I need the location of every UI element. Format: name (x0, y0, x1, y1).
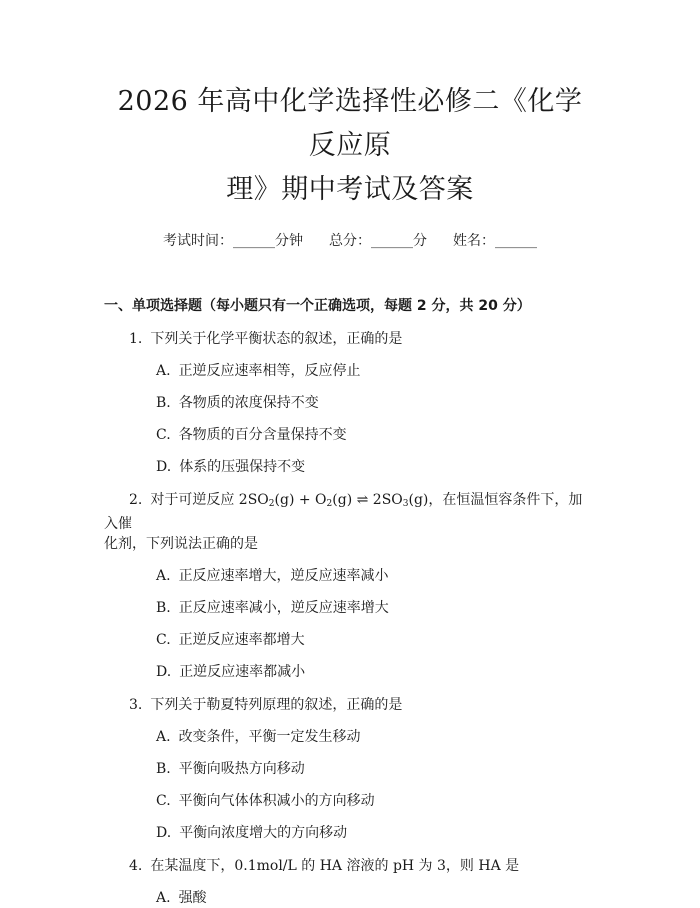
option-b (104, 393, 596, 413)
question-text-part: (g)，在恒温恒容条件下，加入催 (104, 492, 583, 532)
option-list (104, 566, 596, 682)
student-name-field: 姓名：______ (453, 233, 537, 249)
exam-title (104, 0, 596, 212)
option-list (104, 361, 596, 477)
option-b (104, 759, 596, 779)
option-text: 平衡向气体体积减小的方向移动 (178, 793, 375, 809)
subscript: 3 (402, 499, 409, 509)
option-d (104, 662, 596, 682)
option-letter: D. (156, 825, 172, 841)
option-letter: B. (156, 395, 171, 411)
option-letter: A. (156, 729, 171, 745)
option-letter: A. (156, 890, 171, 906)
option-a (104, 361, 596, 381)
option-letter: B. (156, 600, 171, 616)
question-stem (104, 490, 596, 534)
option-letter: B. (156, 761, 171, 777)
question-3 (104, 695, 596, 843)
question-text-line2: 化剂，下列说法正确的是 (104, 536, 258, 552)
exam-meta (104, 232, 596, 250)
option-list (104, 888, 596, 908)
option-c (104, 791, 596, 811)
option-c (104, 630, 596, 650)
option-c (104, 425, 596, 445)
option-letter: D. (156, 664, 172, 680)
option-text: 正逆反应速率相等，反应停止 (178, 363, 361, 379)
question-text-part: (g) ⇌ 2SO (332, 492, 403, 508)
option-d (104, 823, 596, 843)
question-text-part: (g) + O (274, 492, 327, 508)
option-letter: C. (156, 427, 171, 443)
question-number: 3. (129, 697, 143, 713)
question-2 (104, 490, 596, 682)
question-4 (104, 856, 596, 908)
option-text: 正反应速率减小，逆反应速率增大 (178, 600, 389, 616)
exam-title-line2: 理》期中考试及答案 (226, 174, 474, 205)
option-text: 体系的压强保持不变 (179, 459, 306, 475)
question-stem (104, 856, 596, 876)
question-text-part: 对于可逆反应 2SO (150, 492, 269, 508)
option-a (104, 727, 596, 747)
question-1 (104, 329, 596, 477)
option-list (104, 727, 596, 843)
exam-title-line1: 2026 年高中化学选择性必修二《化学反应原 (117, 86, 583, 161)
question-text: 下列关于化学平衡状态的叙述，正确的是 (150, 331, 403, 347)
subscript: 2 (268, 499, 275, 509)
exam-time-field: 考试时间：______分钟 (163, 233, 303, 249)
option-text: 平衡向吸热方向移动 (178, 761, 305, 777)
option-text: 改变条件，平衡一定发生移动 (178, 729, 361, 745)
total-score-field: 总分：______分 (329, 233, 427, 249)
question-number: 2. (129, 492, 143, 508)
option-letter: C. (156, 632, 171, 648)
option-text: 各物质的浓度保持不变 (178, 395, 319, 411)
option-text: 正逆反应速率都减小 (179, 664, 306, 680)
option-d (104, 457, 596, 477)
option-letter: C. (156, 793, 171, 809)
question-number: 4. (129, 858, 143, 874)
section-heading-single-choice: 一、单项选择题（每小题只有一个正确选项，每题 2 分，共 20 分） (104, 298, 531, 314)
option-a (104, 888, 596, 908)
option-a (104, 566, 596, 586)
option-b (104, 598, 596, 618)
option-text: 平衡向浓度增大的方向移动 (179, 825, 348, 841)
option-text: 各物质的百分含量保持不变 (178, 427, 347, 443)
subscript: 2 (326, 499, 333, 509)
option-letter: A. (156, 363, 171, 379)
option-letter: D. (156, 459, 172, 475)
option-letter: A. (156, 568, 171, 584)
question-stem (104, 329, 596, 349)
question-text: 在某温度下，0.1mol/L 的 HA 溶液的 pH 为 3，则 HA 是 (150, 858, 520, 874)
question-text: 下列关于勒夏特列原理的叙述，正确的是 (150, 697, 403, 713)
option-text: 强酸 (178, 890, 207, 906)
question-number: 1. (129, 331, 143, 347)
option-text: 正反应速率增大，逆反应速率减小 (178, 568, 389, 584)
option-text: 正逆反应速率都增大 (178, 632, 305, 648)
question-stem (104, 695, 596, 715)
